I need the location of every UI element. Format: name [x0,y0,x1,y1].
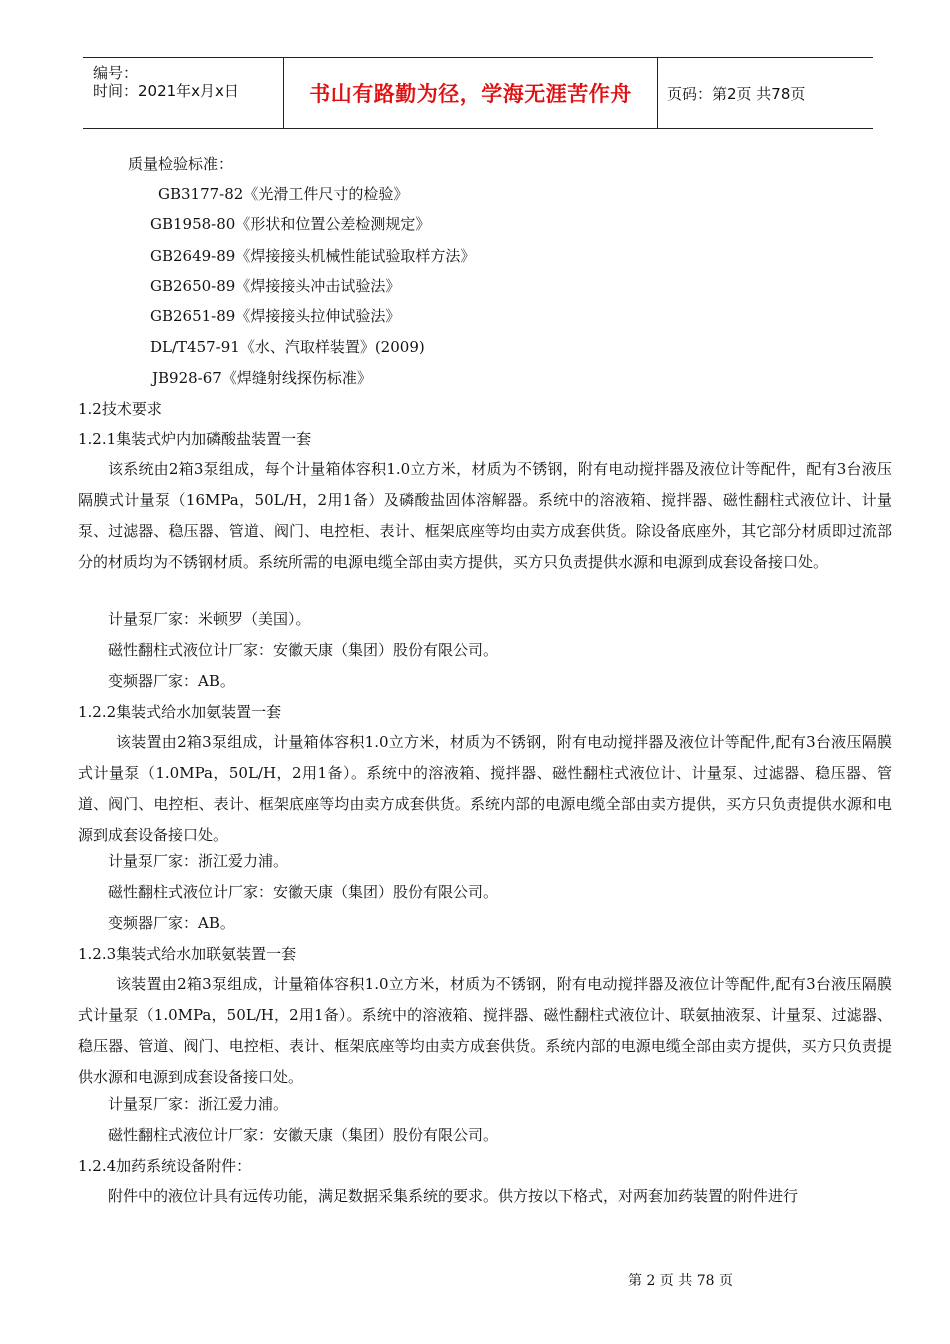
section-1-2-title: 1.2技术要求 [78,400,162,418]
header-page-cell [657,58,873,128]
level-gauge-vendor: 磁性翻柱式液位计厂家：安徽天康（集团）股份有限公司。 [108,641,499,659]
document-number-label: 编号： [93,64,139,82]
section-1-2-1-title: 1.2.1集装式炉内加磷酸盐装置一套 [78,430,312,448]
standard-item: GB2649-89《焊接接头机械性能试验取样方法》 [150,247,476,265]
page-header [83,57,873,129]
header-motto: 书山有路勤为径，学海无涯苦作舟 [309,82,632,106]
standards-title: 质量检验标准： [128,155,234,173]
section-1-2-3-body: 该装置由2箱3泵组成，计量箱体容积1.0立方米，材质为不锈钢，附有电动搅拌器及液位计等配件,配有3台液压隔膜式计量泵（1.0MPa，50L/H，2用1备）。系统中的溶液箱、搅拌器、磁性翻柱式液位计、联氨抽液泵、计量泵、过滤器、稳压器、管道、阀门、电控柜、表计、框架底座等均由卖方成套供货。系统内部的电源电缆全部由卖方提供，买方只负责提供水源和电源到成套设备接口处。 [78,975,892,1086]
header-motto-cell [283,58,658,128]
inverter-vendor: 变频器厂家：AB。 [108,914,235,932]
standard-item: GB3177-82《光滑工件尺寸的检验》 [158,185,409,203]
page-footer: 第 2 页 共 78 页 [628,1273,733,1289]
level-gauge-vendor: 磁性翻柱式液位计厂家：安徽天康（集团）股份有限公司。 [108,1126,499,1144]
section-1-2-4-body: 附件中的液位计具有远传功能，满足数据采集系统的要求。供方按以下格式，对两套加药装置的附件进行 [108,1187,799,1205]
section-1-2-4-title: 1.2.4加药系统设备附件： [78,1157,252,1175]
section-1-2-1-body: 该系统由2箱3泵组成，每个计量箱体容积1.0立方米，材质为不锈钢，附有电动搅拌器及液位计等配件，配有3台液压隔膜式计量泵（16MPa，50L/H，2用1备）及磷酸盐固体溶解器。系统中的溶液箱、搅拌器、磁性翻柱式液位计、计量泵、过滤器、稳压器、管道、阀门、电控柜、表计、框架底座等均由卖方成套供货。除设备底座外，其它部分材质即过流部分的材质均为不锈钢材质。系统所需的电源电缆全部由卖方提供，买方只负责提供水源和电源到成套设备接口处。 [78,460,892,571]
standard-item: JB928-67《焊缝射线探伤标准》 [152,369,372,387]
header-info-cell [83,58,283,128]
level-gauge-vendor: 磁性翻柱式液位计厂家：安徽天康（集团）股份有限公司。 [108,883,499,901]
section-1-2-2-body: 该装置由2箱3泵组成，计量箱体容积1.0立方米，材质为不锈钢，附有电动搅拌器及液位计等配件,配有3台液压隔膜式计量泵（1.0MPa，50L/H，2用1备）。系统中的溶液箱、搅拌器、磁性翻柱式液位计、计量泵、过滤器、稳压器、管道、阀门、电控柜、表计、框架底座等均由卖方成套供货。系统内部的电源电缆全部由卖方提供，买方只负责提供水源和电源到成套设备接口处。 [78,733,892,844]
pump-vendor: 计量泵厂家：浙江爱力浦。 [108,852,289,870]
standard-item: GB1958-80《形状和位置公差检测规定》 [150,215,431,233]
inverter-vendor: 变频器厂家：AB。 [108,672,235,690]
section-1-2-2-title: 1.2.2集装式给水加氨装置一套 [78,703,282,721]
header-page-label: 页码：第2页 共78页 [667,84,806,103]
standard-item: GB2651-89《焊接接头拉伸试验法》 [150,307,401,325]
pump-vendor: 计量泵厂家：浙江爱力浦。 [108,1095,289,1113]
standard-item: GB2650-89《焊接接头冲击试验法》 [150,277,401,295]
document-time-label: 时间：2021年x月x日 [93,82,239,100]
standard-item: DL/T457-91《水、汽取样装置》(2009) [150,338,425,356]
section-1-2-3-title: 1.2.3集装式给水加联氨装置一套 [78,945,297,963]
pump-vendor: 计量泵厂家：米顿罗（美国）。 [108,610,311,628]
